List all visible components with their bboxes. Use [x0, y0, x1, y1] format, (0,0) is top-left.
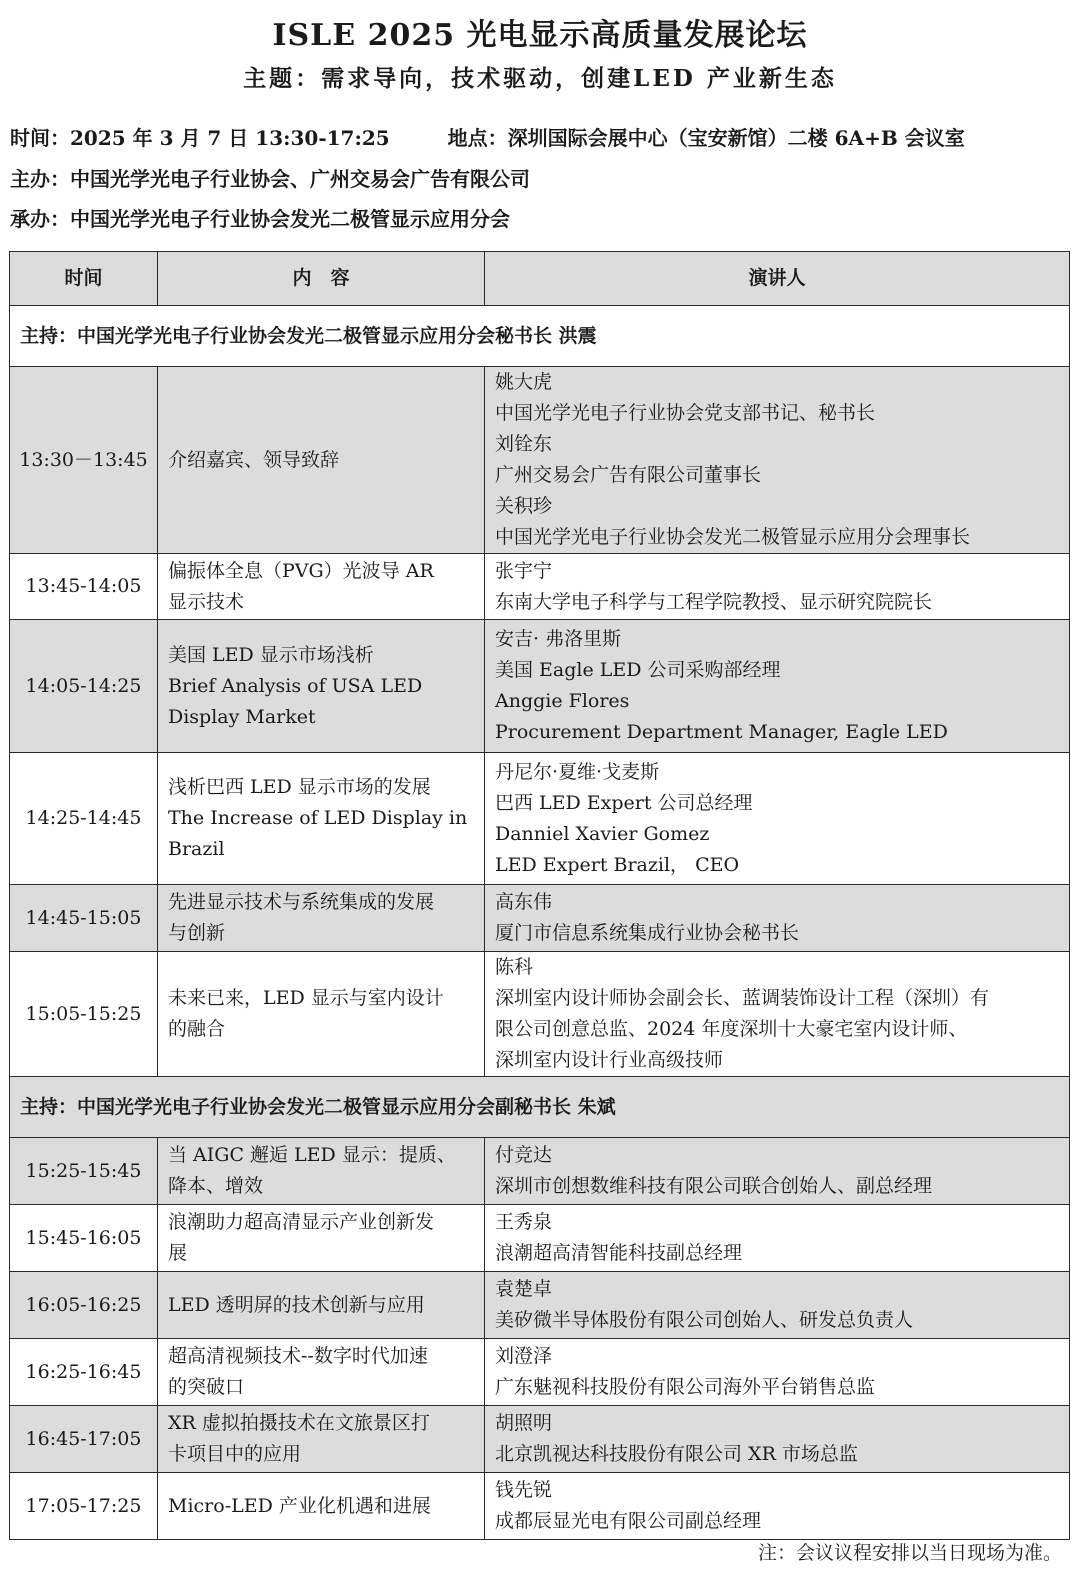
agenda-row — [10, 554, 1070, 620]
session-content — [158, 1339, 485, 1406]
host-row-1 — [10, 306, 1070, 367]
agenda-row — [10, 620, 1070, 753]
agenda-row — [10, 753, 1070, 885]
session-speaker — [485, 1473, 1070, 1540]
content-line: 降本、增效 — [168, 1175, 264, 1197]
content-line: 当 AIGC 邂逅 LED 显示：提质、 — [168, 1144, 456, 1166]
session-content — [158, 1138, 485, 1205]
content-line: Micro-LED 产业化机遇和进展 — [168, 1494, 431, 1517]
speaker-line: 浪潮超高清智能科技副总经理 — [495, 1242, 743, 1264]
session-content — [158, 753, 485, 885]
content-line: Brief Analysis of USA LED — [168, 674, 423, 697]
speaker-line: 广州交易会广告有限公司董事长 — [495, 464, 762, 486]
session-speaker — [485, 952, 1070, 1077]
speaker-line: 中国光学光电子行业协会发光二极管显示应用分会理事长 — [495, 526, 971, 548]
speaker-line: 刘铨东 — [495, 433, 553, 455]
speaker-line: 安吉· 弗洛里斯 — [495, 628, 622, 650]
content-line: 浅析巴西 LED 显示市场的发展 — [168, 776, 431, 798]
speaker-line: 巴西 LED Expert 公司总经理 — [495, 791, 753, 814]
content-line: 与创新 — [168, 922, 226, 944]
speaker-line: Anggie Flores — [495, 690, 630, 712]
content-line: LED 透明屏的技术创新与应用 — [168, 1293, 425, 1316]
content-line: 的融合 — [168, 1018, 226, 1040]
session-speaker — [485, 367, 1070, 554]
content-line: Brazil — [168, 838, 225, 860]
speaker-line: 广东魅视科技股份有限公司海外平台销售总监 — [495, 1376, 876, 1398]
speaker-line: 付竞达 — [495, 1144, 553, 1166]
host-row-2 — [10, 1077, 1070, 1138]
footnote: 注：会议议程安排以当日现场为准。 — [757, 1542, 1062, 1564]
agenda-row — [10, 1205, 1070, 1272]
session-content — [158, 620, 485, 753]
host-label: 主持：中国光学光电子行业协会发光二极管显示应用分会秘书长 洪震 — [10, 306, 1070, 367]
speaker-line: 王秀泉 — [495, 1211, 553, 1233]
session-speaker — [485, 1138, 1070, 1205]
speaker-line: 厦门市信息系统集成行业协会秘书长 — [495, 922, 800, 944]
content-line: 美国 LED 显示市场浅析 — [168, 643, 374, 666]
content-line: XR 虚拟拍摄技术在文旅景区打 — [168, 1412, 430, 1434]
session-time: 14:25-14:45 — [10, 753, 158, 885]
agenda-row — [10, 1272, 1070, 1339]
session-content — [158, 367, 485, 554]
header-time: 时间 — [10, 252, 158, 306]
page-title: ISLE 2025 光电显示高质量发展论坛 — [272, 18, 808, 53]
content-line: The Increase of LED Display in — [168, 807, 468, 829]
agenda-table — [9, 251, 1070, 1540]
speaker-line: 东南大学电子科学与工程学院教授、显示研究院院长 — [495, 590, 933, 613]
session-time: 16:45-17:05 — [10, 1406, 158, 1473]
event-organizer: 主办：中国光学光电子行业协会、广州交易会广告有限公司 — [10, 167, 530, 191]
content-line: 的突破口 — [168, 1376, 245, 1398]
content-line: 介绍嘉宾、领导致辞 — [168, 448, 340, 471]
session-speaker — [485, 554, 1070, 620]
content-line: 浪潮助力超高清显示产业创新发 — [168, 1211, 435, 1233]
session-time: 15:45-16:05 — [10, 1205, 158, 1272]
speaker-line: 限公司创意总监、2024 年度深圳十大豪宅室内设计师、 — [495, 1018, 968, 1040]
event-co-organizer: 承办：中国光学光电子行业协会发光二极管显示应用分会 — [10, 207, 510, 231]
content-line: 卡项目中的应用 — [168, 1443, 302, 1465]
session-content — [158, 1473, 485, 1540]
speaker-line: 北京凯视达科技股份有限公司 XR 市场总监 — [495, 1443, 858, 1465]
session-time: 14:05-14:25 — [10, 620, 158, 753]
speaker-line: 姚大虎 — [495, 371, 553, 393]
page-subtitle: 主题：需求导向，技术驱动，创建LED 产业新生态 — [243, 65, 837, 92]
event-location: 地点：深圳国际会展中心（宝安新馆）二楼 6A+B 会议室 — [447, 126, 965, 150]
agenda-row — [10, 885, 1070, 952]
agenda-row — [10, 1339, 1070, 1406]
content-line: 先进显示技术与系统集成的发展 — [168, 891, 435, 913]
header-speaker: 演讲人 — [485, 252, 1070, 306]
session-speaker — [485, 1406, 1070, 1473]
content-line: 偏振体全息（PVG）光波导 AR — [168, 559, 434, 582]
speaker-line: Danniel Xavier Gomez — [495, 822, 710, 845]
content-line: 超高清视频技术--数字时代加速 — [168, 1345, 428, 1367]
agenda-row — [10, 952, 1070, 1077]
speaker-line: 丹尼尔·夏维·戈麦斯 — [495, 760, 660, 783]
content-line: 未来已来，LED 显示与室内设计 — [168, 987, 444, 1009]
session-time: 16:25-16:45 — [10, 1339, 158, 1406]
speaker-line: Procurement Department Manager, Eagle LED — [495, 721, 948, 743]
session-time: 15:05-15:25 — [10, 952, 158, 1077]
speaker-line: 高东伟 — [495, 891, 553, 913]
agenda-row — [10, 1473, 1070, 1540]
agenda-row — [10, 1406, 1070, 1473]
session-time: 16:05-16:25 — [10, 1272, 158, 1339]
session-speaker — [485, 1272, 1070, 1339]
session-time: 13:30－13:45 — [10, 367, 158, 554]
header-content: 内 容 — [158, 252, 485, 306]
speaker-line: 胡照明 — [495, 1412, 553, 1434]
session-speaker — [485, 1339, 1070, 1406]
speaker-line: 中国光学光电子行业协会党支部书记、秘书长 — [495, 402, 876, 424]
session-content — [158, 1272, 485, 1339]
host-label: 主持：中国光学光电子行业协会发光二极管显示应用分会副秘书长 朱斌 — [10, 1077, 1070, 1138]
session-time: 14:45-15:05 — [10, 885, 158, 952]
speaker-line: 钱先锐 — [495, 1479, 553, 1501]
session-speaker — [485, 885, 1070, 952]
speaker-line: 关积珍 — [495, 495, 553, 517]
speaker-line: 深圳室内设计行业高级技师 — [495, 1049, 724, 1071]
session-content — [158, 1406, 485, 1473]
session-time: 13:45-14:05 — [10, 554, 158, 620]
speaker-line: 陈科 — [495, 956, 534, 978]
content-line: 展 — [168, 1242, 188, 1264]
speaker-line: 深圳室内设计师协会副会长、蓝调装饰设计工程（深圳）有 — [495, 987, 990, 1009]
speaker-line: 美矽微半导体股份有限公司创始人、研发总负责人 — [495, 1309, 914, 1331]
session-content — [158, 554, 485, 620]
agenda-row — [10, 1138, 1070, 1205]
speaker-line: 刘澄泽 — [495, 1345, 553, 1367]
session-content — [158, 1205, 485, 1272]
content-line: Display Market — [168, 705, 316, 728]
session-speaker — [485, 1205, 1070, 1272]
session-time: 17:05-17:25 — [10, 1473, 158, 1540]
session-speaker — [485, 620, 1070, 753]
speaker-line: 美国 Eagle LED 公司采购部经理 — [495, 659, 781, 681]
agenda-row — [10, 367, 1070, 554]
agenda-body — [10, 306, 1070, 1540]
session-content — [158, 885, 485, 952]
speaker-line: 成都辰显光电有限公司副总经理 — [495, 1510, 762, 1532]
speaker-line: 深圳市创想数维科技有限公司联合创始人、副总经理 — [495, 1175, 933, 1197]
content-line: 显示技术 — [168, 590, 245, 613]
session-content — [158, 952, 485, 1077]
speaker-line: 张宇宁 — [495, 559, 553, 582]
session-time: 15:25-15:45 — [10, 1138, 158, 1205]
speaker-line: LED Expert Brazil， CEO — [495, 853, 740, 876]
event-time: 时间：2025 年 3 月 7 日 13:30-17:25 — [10, 126, 390, 150]
session-speaker — [485, 753, 1070, 885]
speaker-line: 袁楚卓 — [495, 1278, 553, 1300]
event-time-location — [10, 122, 965, 151]
